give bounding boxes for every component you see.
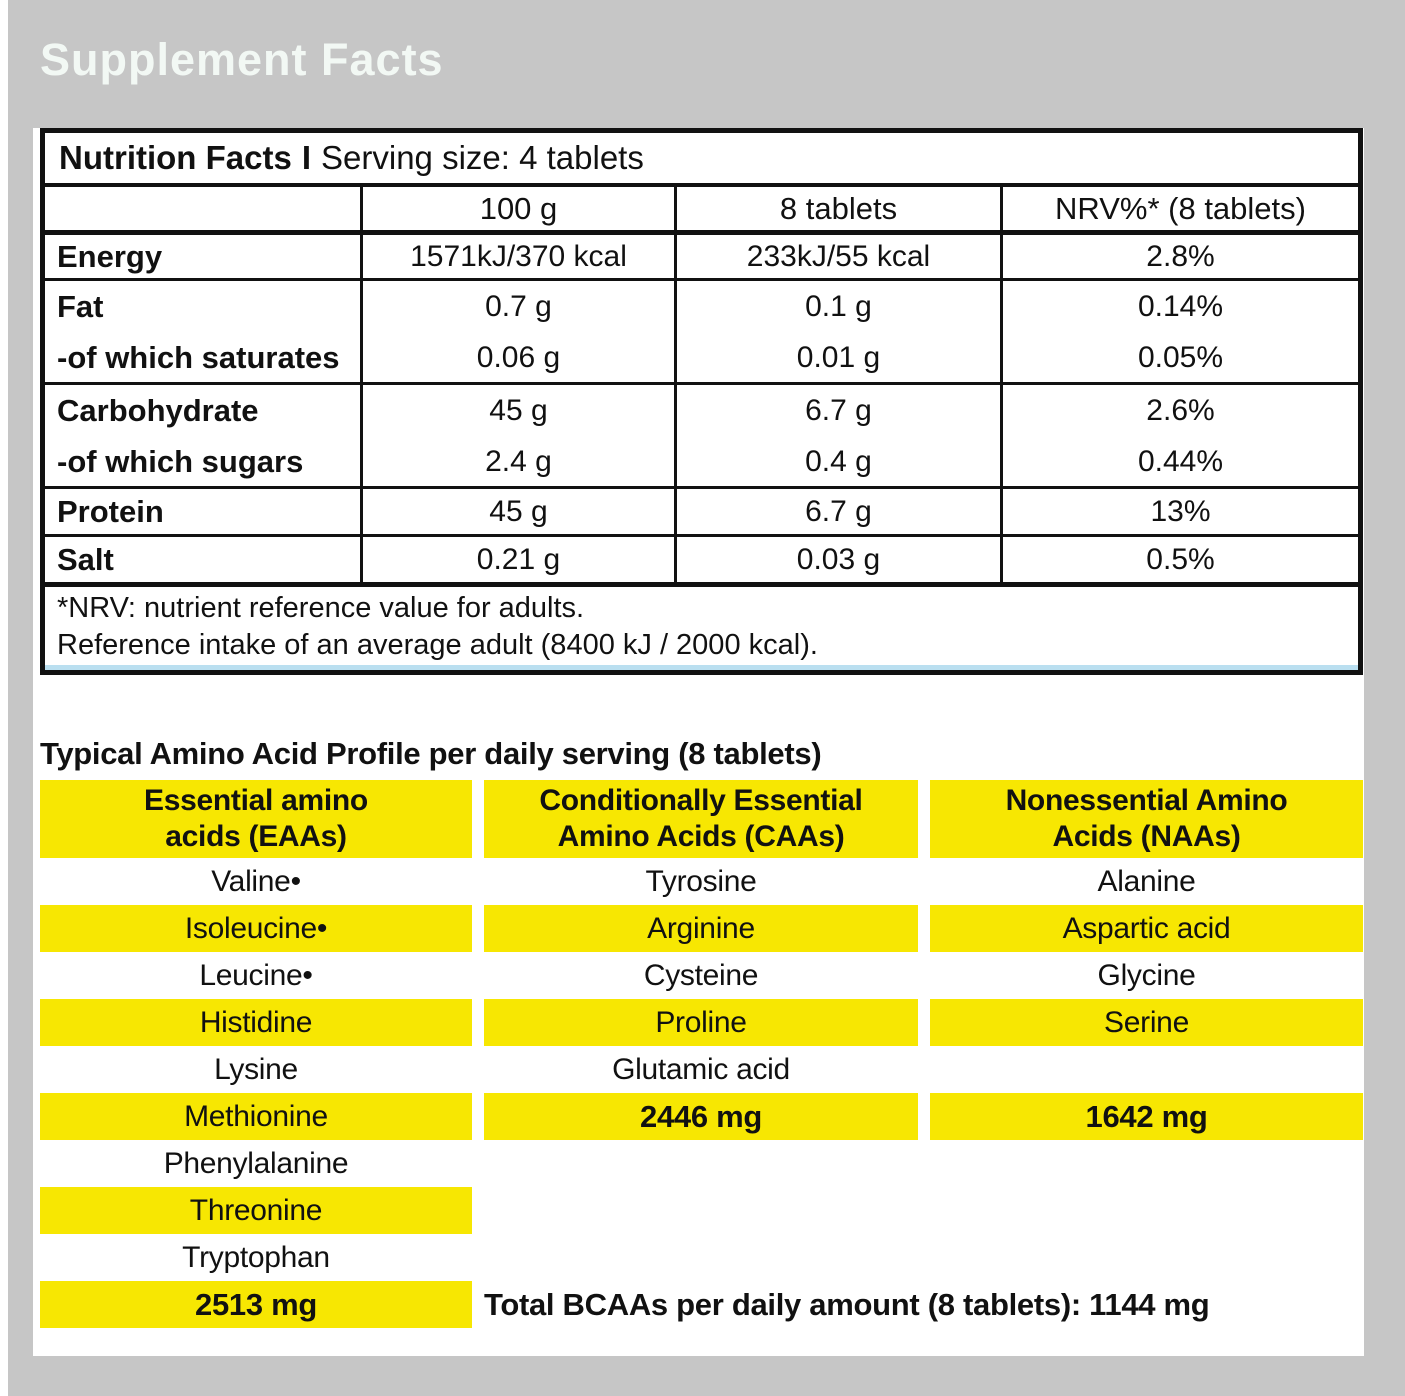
value-8tablets: 0.03 g xyxy=(674,537,1000,582)
amino-profile-grid xyxy=(40,780,1363,1328)
eaa-header-line2: acids (EAAs) xyxy=(165,820,347,853)
row-fat xyxy=(45,281,1358,333)
caa-total: 2446 mg xyxy=(484,1093,918,1140)
amino-item: Phenylalanine xyxy=(40,1140,472,1187)
value-nrv: 2.8% xyxy=(1000,235,1358,278)
caa-header-line2: Amino Acids (CAAs) xyxy=(557,820,845,853)
value-nrv: 0.14% xyxy=(1000,281,1358,333)
caa-column xyxy=(484,780,918,1140)
amino-item: Lysine xyxy=(40,1046,472,1093)
label-panel xyxy=(33,128,1364,1356)
left-edge-margin xyxy=(0,0,8,1396)
row-sugars xyxy=(45,437,1358,489)
value-8tablets: 0.01 g xyxy=(674,333,1000,382)
amino-item: Glutamic acid xyxy=(484,1046,918,1093)
column-header-row xyxy=(45,187,1358,235)
row-label: Energy xyxy=(57,238,163,274)
naa-column xyxy=(930,780,1363,1140)
value-100g: 0.06 g xyxy=(360,333,674,382)
amino-item: Cysteine xyxy=(484,952,918,999)
value-8tablets: 6.7 g xyxy=(674,489,1000,534)
amino-item: Arginine xyxy=(484,905,918,952)
row-carbohydrate xyxy=(45,385,1358,437)
amino-item: Proline xyxy=(484,999,918,1046)
total-bcaa-line: Total BCAAs per daily amount (8 tablets): 1144 mg xyxy=(484,1286,1210,1322)
row-label: Carbohydrate xyxy=(57,393,259,428)
amino-item: Tryptophan xyxy=(40,1234,472,1281)
value-nrv: 2.6% xyxy=(1000,385,1358,437)
value-100g: 1571kJ/370 kcal xyxy=(360,235,674,278)
header-nrv: NRV%* (8 tablets) xyxy=(1000,187,1358,230)
eaa-header-line1: Essential amino xyxy=(144,784,368,817)
amino-item: Tyrosine xyxy=(484,858,918,905)
eaa-column xyxy=(40,780,472,1328)
page-title: Supplement Facts xyxy=(40,34,444,85)
amino-item: Alanine xyxy=(930,858,1363,905)
value-100g: 2.4 g xyxy=(360,437,674,486)
serving-size-text: Serving size: 4 tablets xyxy=(321,139,644,176)
row-label: Protein xyxy=(57,493,164,529)
nutrition-table-title xyxy=(45,133,1358,187)
blue-divider-line xyxy=(45,665,1358,670)
value-8tablets: 233kJ/55 kcal xyxy=(674,235,1000,278)
row-saturates xyxy=(45,333,1358,385)
footnote-line-1: *NRV: nutrient reference value for adults. xyxy=(57,592,585,624)
amino-item: Valine• xyxy=(40,858,472,905)
value-100g: 45 g xyxy=(360,385,674,437)
amino-item: Leucine• xyxy=(40,952,472,999)
amino-item: Threonine xyxy=(40,1187,472,1234)
row-label: -of which saturates xyxy=(57,339,340,375)
naa-column-header xyxy=(930,780,1363,858)
row-label: Fat xyxy=(57,289,104,324)
amino-item: Glycine xyxy=(930,952,1363,999)
eaa-column-header xyxy=(40,780,472,858)
nrv-footnote xyxy=(45,587,1358,665)
value-100g: 0.7 g xyxy=(360,281,674,333)
caa-header-line1: Conditionally Essential xyxy=(539,784,863,817)
value-8tablets: 6.7 g xyxy=(674,385,1000,437)
header-empty-cell xyxy=(45,187,360,230)
naa-total: 1642 mg xyxy=(930,1093,1363,1140)
value-8tablets: 0.1 g xyxy=(674,281,1000,333)
naa-header-line1: Nonessential Amino xyxy=(1005,784,1288,817)
row-label: -of which sugars xyxy=(57,443,304,479)
row-salt xyxy=(45,537,1358,587)
amino-profile-title: Typical Amino Acid Profile per daily serving (8 tablets) xyxy=(40,736,822,771)
value-100g: 0.21 g xyxy=(360,537,674,582)
header-8tablets: 8 tablets xyxy=(674,187,1000,230)
amino-item-spacer xyxy=(930,1046,1363,1093)
footnote-line-2: Reference intake of an average adult (8400 kJ / 2000 kcal). xyxy=(57,629,818,661)
nutrition-title-bold: Nutrition Facts xyxy=(59,139,292,176)
value-nrv: 13% xyxy=(1000,489,1358,534)
amino-item: Isoleucine• xyxy=(40,905,472,952)
value-nrv: 0.5% xyxy=(1000,537,1358,582)
nutrition-facts-table xyxy=(40,128,1363,675)
value-100g: 45 g xyxy=(360,489,674,534)
row-energy xyxy=(45,235,1358,281)
amino-item: Methionine xyxy=(40,1093,472,1140)
row-protein xyxy=(45,489,1358,537)
row-label: Salt xyxy=(57,541,114,577)
eaa-total: 2513 mg xyxy=(40,1281,472,1328)
title-separator: I xyxy=(301,139,312,176)
value-nrv: 0.05% xyxy=(1000,333,1358,382)
amino-item: Aspartic acid xyxy=(930,905,1363,952)
caa-column-header xyxy=(484,780,918,858)
amino-item: Serine xyxy=(930,999,1363,1046)
header-100g: 100 g xyxy=(360,187,674,230)
value-8tablets: 0.4 g xyxy=(674,437,1000,486)
value-nrv: 0.44% xyxy=(1000,437,1358,486)
amino-item: Histidine xyxy=(40,999,472,1046)
naa-header-line2: Acids (NAAs) xyxy=(1052,820,1241,853)
